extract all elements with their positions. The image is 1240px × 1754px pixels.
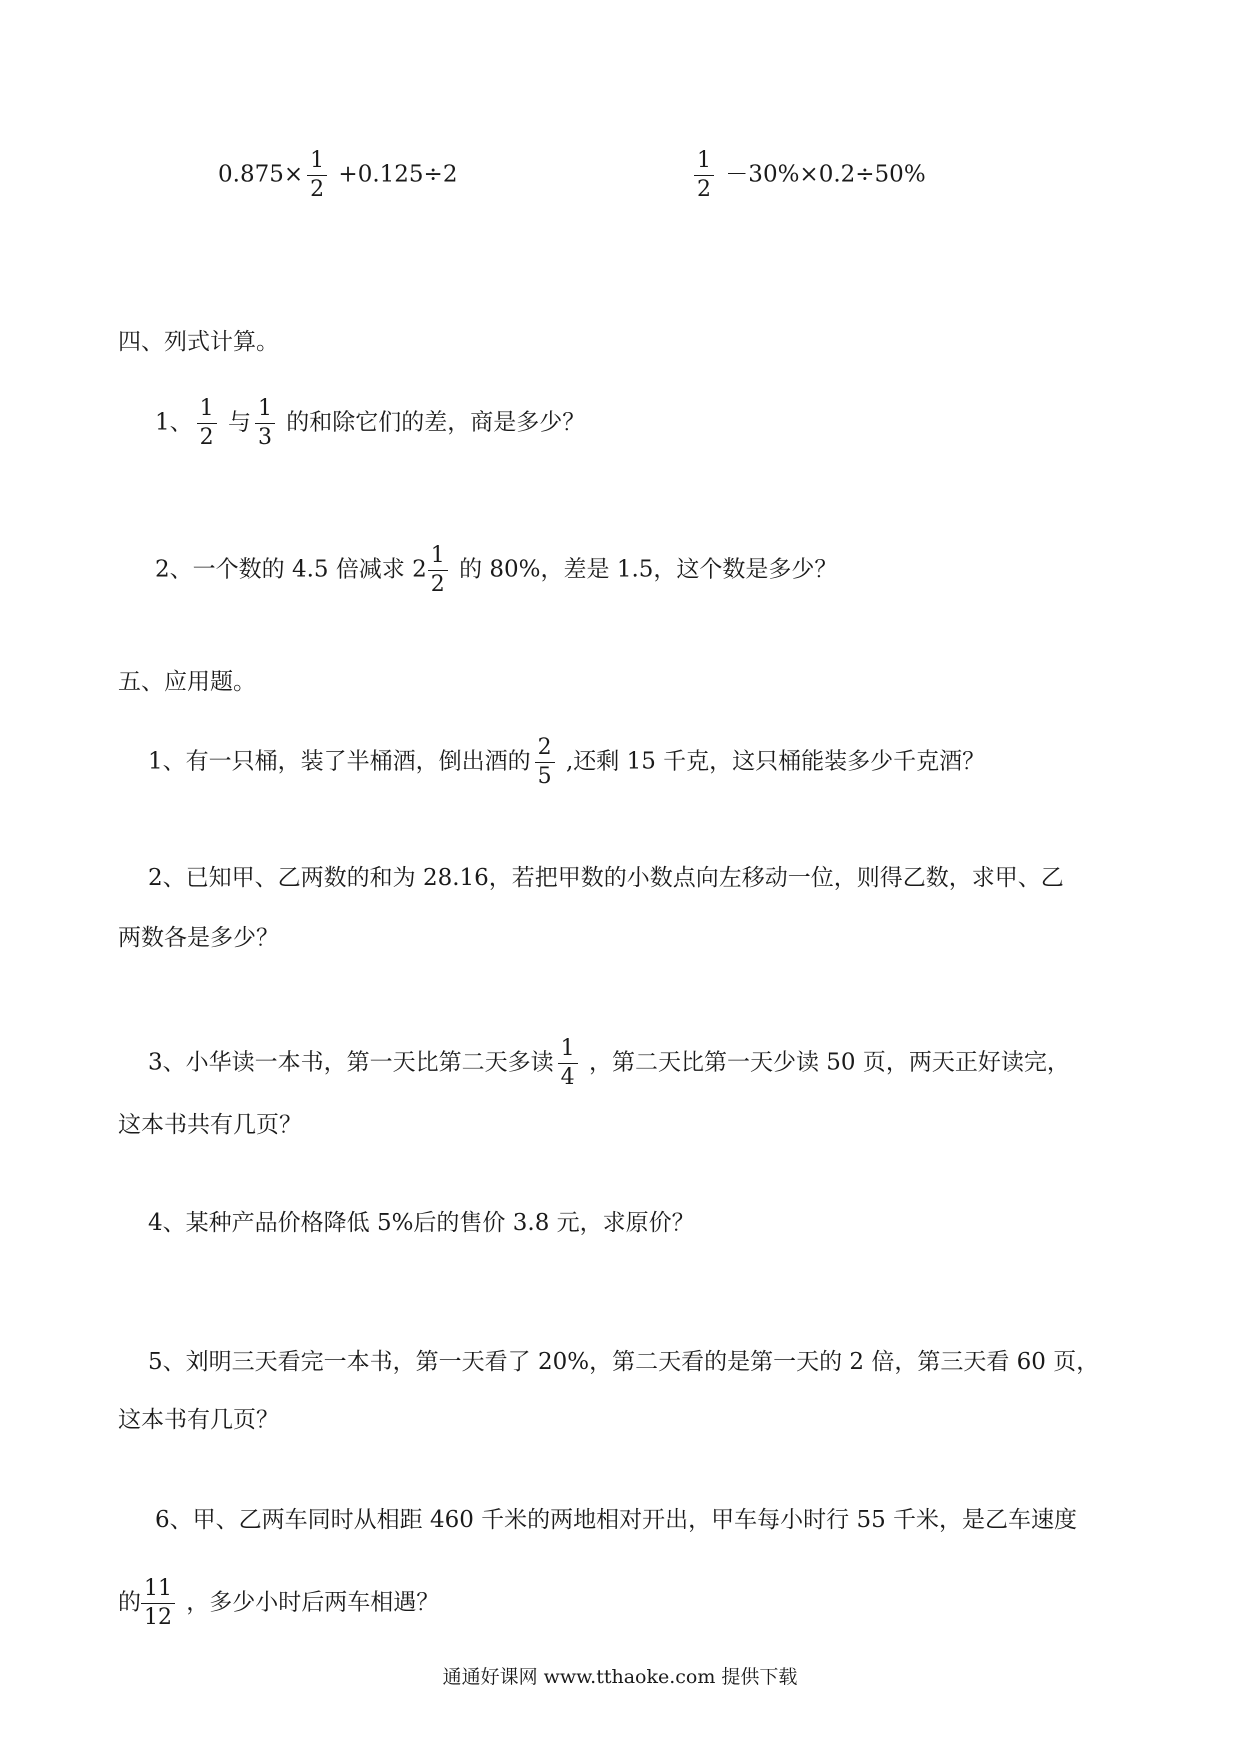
s5-question-2-line-2: 两数各是多少？ — [118, 925, 279, 951]
s5-question-5-line-2: 这本书有几页？ — [118, 1407, 279, 1433]
s5-question-5-line-1: 5、刘明三天看完一本书，第一天看了 20%，第二天看的是第一天的 2 倍，第三天看 60 页， — [148, 1349, 1100, 1375]
fraction: $\frac{11}{12}$ — [141, 1578, 175, 1629]
s5-question-4: 4、某种产品价格降低 5%后的售价 3.8 元，求原价？ — [148, 1210, 695, 1236]
s5-question-6-line-1: 6、甲、乙两车同时从相距 460 千米的两地相对开出，甲车每小时行 55 千米，是乙车速度 — [155, 1507, 1078, 1533]
fraction: $\frac{1}{3}$ — [255, 398, 275, 449]
expression-2 — [690, 150, 926, 201]
s5-question-1: 1、有一只桶，装了半桶酒，倒出酒的 $\frac{2}{5}$ ,还剩 15 千克，这只桶能装多少千克酒？ — [148, 735, 986, 789]
s5-question-3-line-1: 3、小华读一本书，第一天比第二天多读 $\frac{1}{4}$ ，第二天比第一天少读 50 页，两天正好读完， — [148, 1036, 1070, 1090]
s5-question-3-line-2: 这本书共有几页？ — [118, 1112, 302, 1138]
fraction: $\frac{1}{2}$ — [307, 150, 327, 201]
expression-1 — [218, 150, 457, 201]
fraction: $\frac{1}{2}$ — [428, 545, 448, 596]
section-4-title: 四、列式计算。 — [118, 329, 279, 355]
expr2-post: －30%×0.2÷50% — [718, 161, 926, 188]
fraction: $\frac{1}{2}$ — [694, 150, 714, 201]
fraction: $\frac{1}{2}$ — [197, 398, 217, 449]
s5-question-2-line-1: 2、已知甲、乙两数的和为 28.16，若把甲数的小数点向左移动一位，则得乙数，求甲、乙 — [148, 865, 1064, 891]
expr1-post: +0.125÷2 — [331, 161, 458, 188]
fraction: $\frac{1}{4}$ — [558, 1038, 578, 1089]
s5-question-6-line-2: 的 $\frac{11}{12}$ ，多少小时后两车相遇？ — [118, 1576, 440, 1630]
section-5-title: 五、应用题。 — [118, 669, 256, 695]
footer-download-note: 通通好课网 www.tthaoke.com 提供下载 — [442, 1666, 798, 1688]
s4-question-1: 1、 $\frac{1}{2}$ 与 $\frac{1}{3}$ 的和除它们的差，商是多少？ — [155, 396, 586, 450]
mixed-number: 2 $\frac{1}{2}$ — [412, 545, 452, 596]
expr1-pre: 0.875× — [218, 161, 304, 188]
s4-question-2: 2、一个数的 4.5 倍减求 2 $\frac{1}{2}$ 的 80%，差是 1.5，这个数是多少？ — [155, 543, 838, 597]
fraction: $\frac{2}{5}$ — [535, 737, 555, 788]
